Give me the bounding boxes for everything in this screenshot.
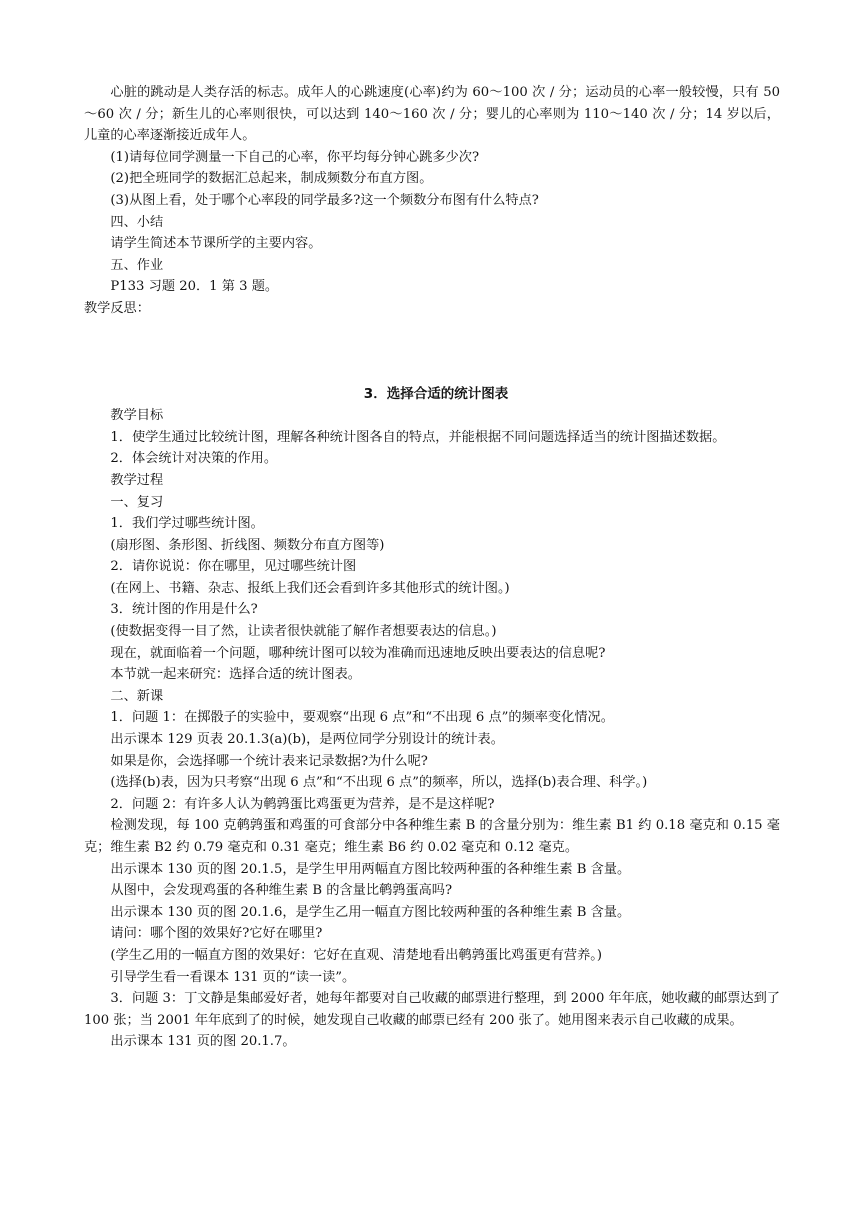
review-answer-2: (在网上、书籍、杂志、报纸上我们还会看到许多其他形式的统计图。): [110, 580, 510, 596]
homework-text: P133 习题 20．1 第 3 题。: [110, 279, 279, 295]
summary-text: 请学生简述本节课所学的主要内容。: [110, 236, 322, 252]
problem-2-question-1: 从图中，会发现鸡蛋的各种维生素 B 的含量比鹌鹑蛋高吗?: [110, 883, 453, 899]
problem-2-answer: (学生乙用的一幅直方图的效果好：它好在直观、清楚地看出鹌鹑蛋比鸡蛋更有营养。): [110, 947, 603, 963]
problem-3-figure: 出示课本 131 页的图 20.1.7。: [110, 1034, 296, 1050]
homework-heading: 五、作业: [110, 257, 164, 273]
problem-1-question: 如果是你，会选择哪一个统计表来记录数据?为什么呢?: [110, 753, 428, 769]
question-1: (1)请每位同学测量一下自己的心率，你平均每分钟心跳多少次?: [110, 149, 480, 165]
review-item-3: 3．统计图的作用是什么?: [110, 602, 258, 618]
review-answer-3: (使数据变得一目了然，让读者很快就能了解作者想要表达的信息。): [110, 624, 497, 640]
section-gap: [84, 320, 780, 384]
goals-heading: 教学目标: [110, 408, 164, 424]
problem-3: 3．问题 3：丁文静是集邮爱好者，她每年都要对自己收藏的邮票进行整理，到 2000 年年底，她收藏的邮票达到了 100 张；当 2001 年年底到了的时候，她发现自己收藏的邮票已经有 200 张了。她用图来表示自己收藏的成果。: [84, 991, 780, 1028]
question-2: (2)把全班同学的数据汇总起来，制成频数分布直方图。: [110, 171, 433, 187]
question-3: (3)从图上看，处于哪个心率段的同学最多?这一个频数分布图有什么特点?: [110, 192, 539, 208]
review-item-2: 2．请你说说：你在哪里，见过哪些统计图: [110, 559, 357, 575]
document-page: [84, 82, 780, 1053]
review-heading: 一、复习: [110, 494, 164, 510]
review-topic: 本节就一起来研究：选择合适的统计图表。: [110, 667, 361, 683]
problem-2-figure-1: 出示课本 130 页的图 20.1.5，是学生甲用两幅直方图比较两种蛋的各种维生素 B 含量。: [110, 861, 631, 877]
problem-1-answer: (选择(b)表，因为只考察“出现 6 点”和“不出现 6 点”的频率，所以，选择(b)表合理、科学。): [110, 775, 648, 791]
goal-2: 2．体会统计对决策的作用。: [110, 451, 278, 467]
problem-1-table: 出示课本 129 页表 20.1.3(a)(b)，是两位同学分别设计的统计表。: [110, 732, 504, 748]
goal-1: 1．使学生通过比较统计图，理解各种统计图各自的特点，并能根据不同问题选择适当的统计图描述数据。: [110, 429, 726, 445]
problem-2-figure-2: 出示课本 130 页的图 20.1.6，是学生乙用一幅直方图比较两种蛋的各种维生素 B 含量。: [110, 904, 631, 920]
problem-2-question-2: 请问：哪个图的效果好?它好在哪里?: [110, 926, 323, 942]
section-title: 3．选择合适的统计图表: [363, 385, 509, 402]
new-lesson-heading: 二、新课: [110, 688, 164, 704]
problem-2: 2．问题 2：有许多人认为鹌鹑蛋比鸡蛋更为营养，是不是这样呢?: [110, 796, 495, 812]
heart-rate-intro: 心脏的跳动是人类存活的标志。成年人的心跳速度(心率)约为 60～100 次 / 分；运动员的心率一般较慢，只有 50～60 次 / 分；新生儿的心率则很快，可以达到 140～160 次 / 分；婴儿的心率则为 110～140 次 / 分；14 岁以后，儿童的心率逐渐接近成年人。: [84, 85, 780, 144]
review-answer-1: (扇形图、条形图、折线图、频数分布直方图等): [110, 537, 385, 553]
problem-1: 1．问题 1：在掷骰子的实验中，要观察“出现 6 点”和“不出现 6 点”的频率变化情况。: [110, 710, 614, 726]
process-heading: 教学过程: [110, 472, 164, 488]
teaching-reflection: 教学反思：: [84, 300, 150, 316]
problem-2-data: 检测发现，每 100 克鹌鹑蛋和鸡蛋的可食部分中各种维生素 B 的含量分别为：维生素 B1 约 0.18 毫克和 0.15 毫克；维生素 B2 约 0.79 毫克和 0.31 毫克；维生素 B6 约 0.02 毫克和 0.12 毫克。: [84, 818, 780, 855]
problem-2-reading: 引导学生看一看课本 131 页的“读一读”。: [110, 969, 356, 985]
review-question: 现在，就面临着一个问题，哪种统计图可以较为准确而迅速地反映出要表达的信息呢?: [110, 645, 606, 661]
review-item-1: 1．我们学过哪些统计图。: [110, 516, 264, 532]
summary-heading: 四、小结: [110, 214, 164, 230]
